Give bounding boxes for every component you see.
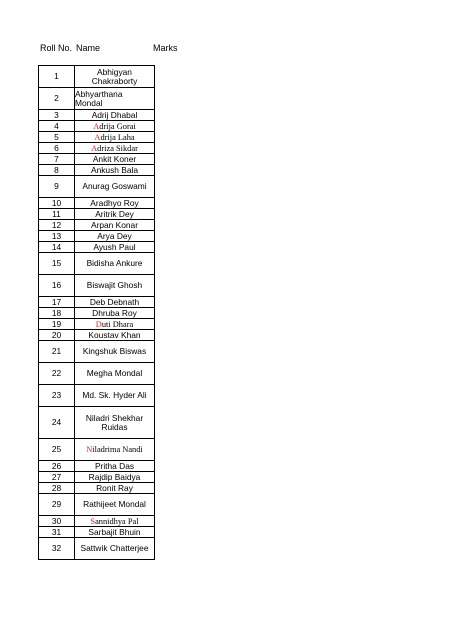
roll-number-cell: 11 bbox=[39, 209, 75, 220]
roll-table bbox=[38, 65, 155, 560]
student-name-line: Mondal bbox=[75, 97, 103, 108]
student-name-cell: Megha Mondal bbox=[75, 363, 155, 385]
roll-number-cell: 15 bbox=[39, 253, 75, 275]
student-name-cell: Rajdip Baidya bbox=[75, 472, 155, 483]
roll-number-cell: 14 bbox=[39, 242, 75, 253]
student-name-cell: Ankit Koner bbox=[75, 154, 155, 165]
table-row bbox=[39, 110, 155, 121]
roll-number-cell: 20 bbox=[39, 330, 75, 341]
roll-number-cell: 10 bbox=[39, 198, 75, 209]
roll-number-cell: 16 bbox=[39, 275, 75, 297]
roll-number-cell: 24 bbox=[39, 407, 75, 439]
student-name-cell bbox=[75, 439, 155, 461]
table-row bbox=[39, 538, 155, 560]
roll-number-cell: 12 bbox=[39, 220, 75, 231]
roll-number-cell: 2 bbox=[39, 88, 75, 110]
table-row bbox=[39, 231, 155, 242]
student-name-initial: S bbox=[90, 516, 96, 526]
roll-number-cell: 6 bbox=[39, 143, 75, 154]
student-name-cell bbox=[75, 132, 155, 143]
roll-table-body bbox=[39, 66, 155, 560]
table-row bbox=[39, 275, 155, 297]
student-name-cell: Ronit Ray bbox=[75, 483, 155, 494]
student-name-rest: uti Dhara bbox=[101, 319, 134, 329]
roll-number-cell: 32 bbox=[39, 538, 75, 560]
table-row bbox=[39, 483, 155, 494]
student-name-cell: Koustav Khan bbox=[75, 330, 155, 341]
student-name-line: Chakraborty bbox=[91, 75, 138, 86]
table-row bbox=[39, 242, 155, 253]
table-row bbox=[39, 253, 155, 275]
student-name-cell bbox=[75, 143, 155, 154]
student-name-initial: A bbox=[91, 143, 98, 153]
student-name-cell: Ayush Paul bbox=[75, 242, 155, 253]
header-marks: Marks bbox=[153, 43, 178, 53]
table-row bbox=[39, 407, 155, 439]
student-name-cell: Kingshuk Biswas bbox=[75, 341, 155, 363]
roll-number-cell: 17 bbox=[39, 297, 75, 308]
roll-number-cell: 21 bbox=[39, 341, 75, 363]
table-row bbox=[39, 143, 155, 154]
roll-number-cell: 3 bbox=[39, 110, 75, 121]
roll-number-cell: 30 bbox=[39, 516, 75, 527]
table-row bbox=[39, 516, 155, 527]
student-name-rest: annidhya Pal bbox=[95, 516, 139, 526]
student-name-cell: Adrij Dhabal bbox=[75, 110, 155, 121]
student-name-cell: Deb Debnath bbox=[75, 297, 155, 308]
table-row bbox=[39, 176, 155, 198]
table-row bbox=[39, 297, 155, 308]
roll-number-cell: 27 bbox=[39, 472, 75, 483]
student-name-cell bbox=[75, 121, 155, 132]
student-name-line: Ruidas bbox=[101, 421, 128, 432]
table-row bbox=[39, 385, 155, 407]
student-name-cell: Arya Dey bbox=[75, 231, 155, 242]
student-name-line: Niladri Shekhar bbox=[85, 412, 144, 423]
table-row bbox=[39, 165, 155, 176]
table-row bbox=[39, 341, 155, 363]
roll-number-cell: 26 bbox=[39, 461, 75, 472]
student-name-cell: Aradhyo Roy bbox=[75, 198, 155, 209]
student-name-cell bbox=[75, 319, 155, 330]
table-row bbox=[39, 319, 155, 330]
student-name-cell: Pritha Das bbox=[75, 461, 155, 472]
student-name-cell: Aritrik Dey bbox=[75, 209, 155, 220]
table-row bbox=[39, 472, 155, 483]
table-row bbox=[39, 220, 155, 231]
roll-number-cell: 9 bbox=[39, 176, 75, 198]
student-name-initial: D bbox=[95, 319, 102, 329]
student-name-cell: Ankush Bala bbox=[75, 165, 155, 176]
student-name-cell bbox=[75, 516, 155, 527]
table-row bbox=[39, 132, 155, 143]
table-row bbox=[39, 494, 155, 516]
roll-number-cell: 25 bbox=[39, 439, 75, 461]
student-name-cell: Sattwik Chatterjee bbox=[75, 538, 155, 560]
student-name-line: Abhyarthana bbox=[75, 88, 123, 99]
roll-number-cell: 8 bbox=[39, 165, 75, 176]
roll-number-cell: 19 bbox=[39, 319, 75, 330]
student-name-line: Abhigyan bbox=[97, 66, 132, 77]
student-name-cell: Sarbajit Bhuin bbox=[75, 527, 155, 538]
roll-number-cell: 5 bbox=[39, 132, 75, 143]
table-row bbox=[39, 308, 155, 319]
table-row bbox=[39, 66, 155, 88]
roll-number-cell: 1 bbox=[39, 66, 75, 88]
table-row bbox=[39, 330, 155, 341]
student-name-initial: N bbox=[86, 445, 93, 454]
student-name-cell: Arpan Konar bbox=[75, 220, 155, 231]
roll-number-cell: 23 bbox=[39, 385, 75, 407]
roll-number-cell: 7 bbox=[39, 154, 75, 165]
roll-number-cell: 28 bbox=[39, 483, 75, 494]
student-name-rest: driza Sikdar bbox=[97, 143, 138, 153]
student-name-cell: Biswajit Ghosh bbox=[75, 275, 155, 297]
student-name-rest: drija Gorai bbox=[99, 121, 136, 131]
roll-number-cell: 22 bbox=[39, 363, 75, 385]
roll-number-cell: 4 bbox=[39, 121, 75, 132]
table-row bbox=[39, 198, 155, 209]
student-name-cell: Anurag Goswami bbox=[75, 176, 155, 198]
student-name-cell: Dhruba Roy bbox=[75, 308, 155, 319]
table-row bbox=[39, 88, 155, 110]
student-name-cell: Md. Sk. Hyder Ali bbox=[75, 385, 155, 407]
table-row bbox=[39, 439, 155, 461]
roll-number-cell: 13 bbox=[39, 231, 75, 242]
student-name-cell bbox=[75, 407, 155, 439]
student-name-initial: A bbox=[93, 121, 100, 131]
student-name-cell: Bidisha Ankure bbox=[75, 253, 155, 275]
student-name-cell: Rathijeet Mondal bbox=[75, 494, 155, 516]
student-name-cell bbox=[75, 88, 155, 110]
table-row bbox=[39, 461, 155, 472]
header-roll-no: Roll No. bbox=[40, 43, 73, 53]
student-name-rest: drija Laha bbox=[100, 132, 135, 142]
roll-number-cell: 31 bbox=[39, 527, 75, 538]
table-row bbox=[39, 527, 155, 538]
roll-number-cell: 18 bbox=[39, 308, 75, 319]
table-row bbox=[39, 209, 155, 220]
roll-number-cell: 29 bbox=[39, 494, 75, 516]
student-name-initial: A bbox=[94, 132, 101, 142]
student-name-cell bbox=[75, 66, 155, 88]
header-name: Name bbox=[76, 43, 101, 53]
student-name-rest: iladrima Nandi bbox=[92, 445, 143, 454]
table-row bbox=[39, 154, 155, 165]
table-row bbox=[39, 121, 155, 132]
table-row bbox=[39, 363, 155, 385]
